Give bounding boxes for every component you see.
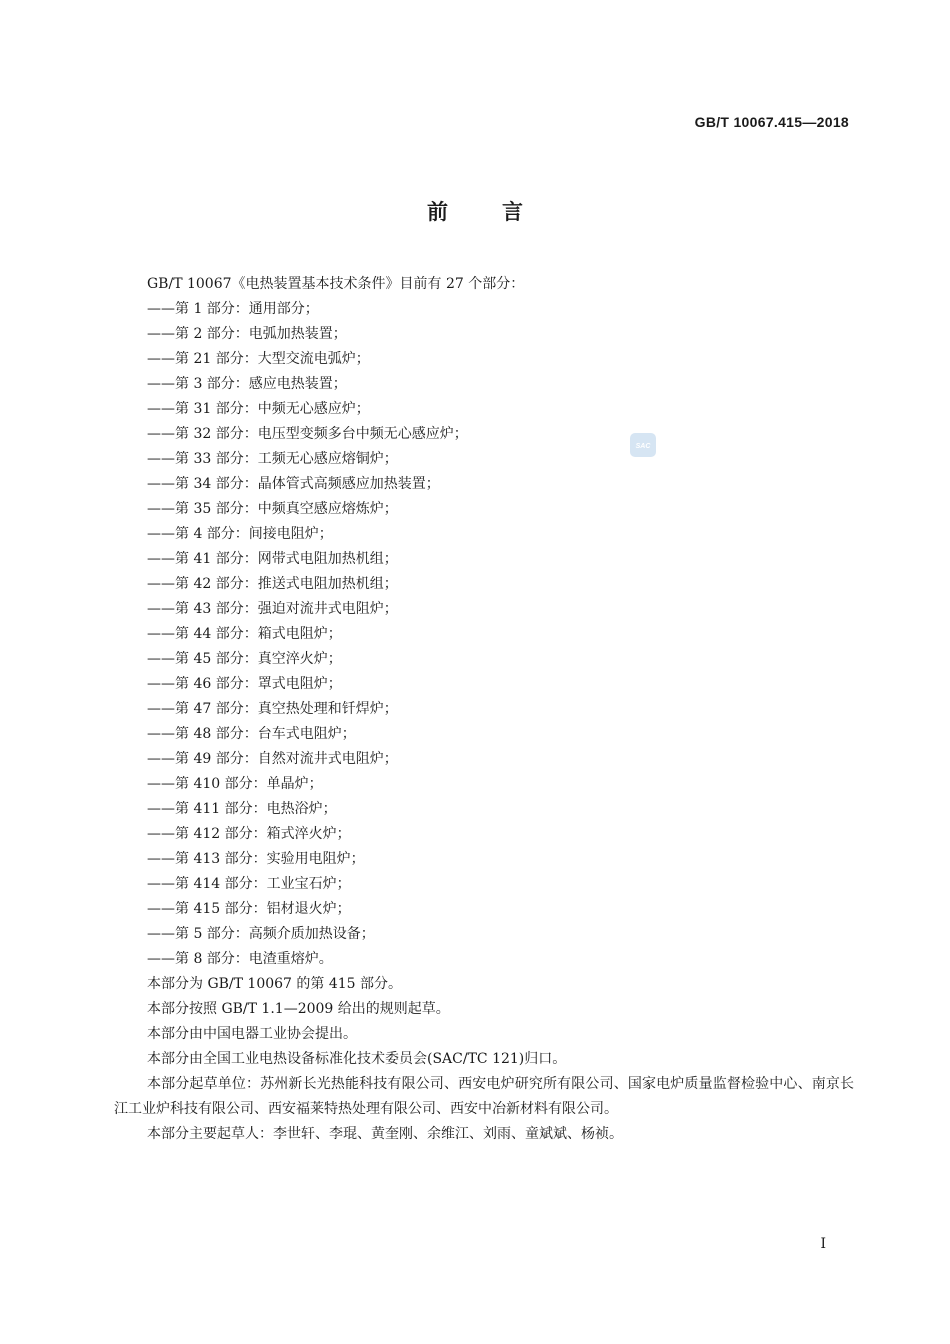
- drafters-statement: 本部分主要起草人：李世轩、李琨、黄奎刚、余维江、刘雨、童斌斌、杨祯。: [147, 1126, 623, 1142]
- svg-text:SAC: SAC: [635, 443, 651, 450]
- parts-list-item: ——第 410 部分：单晶炉；: [147, 776, 323, 792]
- parts-list-item: ——第 31 部分：中频无心感应炉；: [147, 401, 370, 417]
- parts-list: [114, 297, 854, 972]
- sac-watermark-logo: [630, 433, 656, 457]
- parts-list-item: ——第 46 部分：罩式电阻炉；: [147, 676, 342, 692]
- parts-list-item: ——第 3 部分：感应电热装置；: [147, 376, 347, 392]
- parts-list-item: ——第 35 部分：中频真空感应熔炼炉；: [147, 501, 398, 517]
- parts-list-item: ——第 5 部分：高频介质加热设备；: [147, 926, 375, 942]
- this-part-statement: 本部分为 GB/T 10067 的第 415 部分。: [147, 976, 403, 992]
- standard-number: GB/T 10067.415—2018: [694, 114, 849, 130]
- parts-list-item: ——第 2 部分：电弧加热装置；: [147, 326, 347, 342]
- parts-list-item: ——第 413 部分：实验用电阻炉；: [147, 851, 365, 867]
- preface-body: [114, 272, 854, 1147]
- page-number: I: [820, 1236, 826, 1252]
- parts-list-item: ——第 43 部分：强迫对流井式电阻炉；: [147, 601, 398, 617]
- parts-list-item: ——第 414 部分：工业宝石炉；: [147, 876, 351, 892]
- drafting-units-statement: 本部分起草单位：苏州新长光热能科技有限公司、西安电炉研究所有限公司、国家电炉质量监督检验中心、南京长江工业炉科技有限公司、西安福莱特热处理有限公司、西安中冶新材料有限公司。: [114, 1076, 854, 1117]
- proposed-by-statement: 本部分由中国电器工业协会提出。: [147, 1026, 357, 1042]
- managed-by-statement: 本部分由全国工业电热设备标准化技术委员会(SAC/TC 121)归口。: [147, 1051, 567, 1067]
- parts-list-item: ——第 41 部分：网带式电阻加热机组；: [147, 551, 398, 567]
- parts-list-item: ——第 45 部分：真空淬火炉；: [147, 651, 342, 667]
- parts-list-item: ——第 411 部分：电热浴炉；: [147, 801, 337, 817]
- drafting-rules-statement: 本部分按照 GB/T 1.1—2009 给出的规则起草。: [147, 1001, 450, 1017]
- parts-list-item: ——第 415 部分：铝材退火炉；: [147, 901, 351, 917]
- parts-list-item: ——第 1 部分：通用部分；: [147, 301, 319, 317]
- parts-list-item: ——第 34 部分：晶体管式高频感应加热装置；: [147, 476, 440, 492]
- parts-list-item: ——第 4 部分：间接电阻炉；: [147, 526, 333, 542]
- parts-list-item: ——第 49 部分：自然对流井式电阻炉；: [147, 751, 398, 767]
- parts-list-item: ——第 33 部分：工频无心感应熔铜炉；: [147, 451, 398, 467]
- page-title: 前言: [427, 200, 577, 224]
- parts-list-item: ——第 47 部分：真空热处理和钎焊炉；: [147, 701, 398, 717]
- parts-list-item: ——第 32 部分：电压型变频多台中频无心感应炉；: [147, 426, 468, 442]
- parts-list-item: ——第 48 部分：台车式电阻炉；: [147, 726, 356, 742]
- parts-list-item: ——第 42 部分：推送式电阻加热机组；: [147, 576, 398, 592]
- intro-paragraph: GB/T 10067《电热装置基本技术条件》目前有 27 个部分：: [147, 276, 525, 292]
- parts-list-item: ——第 44 部分：箱式电阻炉；: [147, 626, 342, 642]
- parts-list-item: ——第 8 部分：电渣重熔炉。: [147, 951, 333, 967]
- parts-list-item: ——第 412 部分：箱式淬火炉；: [147, 826, 351, 842]
- parts-list-item: ——第 21 部分：大型交流电弧炉；: [147, 351, 370, 367]
